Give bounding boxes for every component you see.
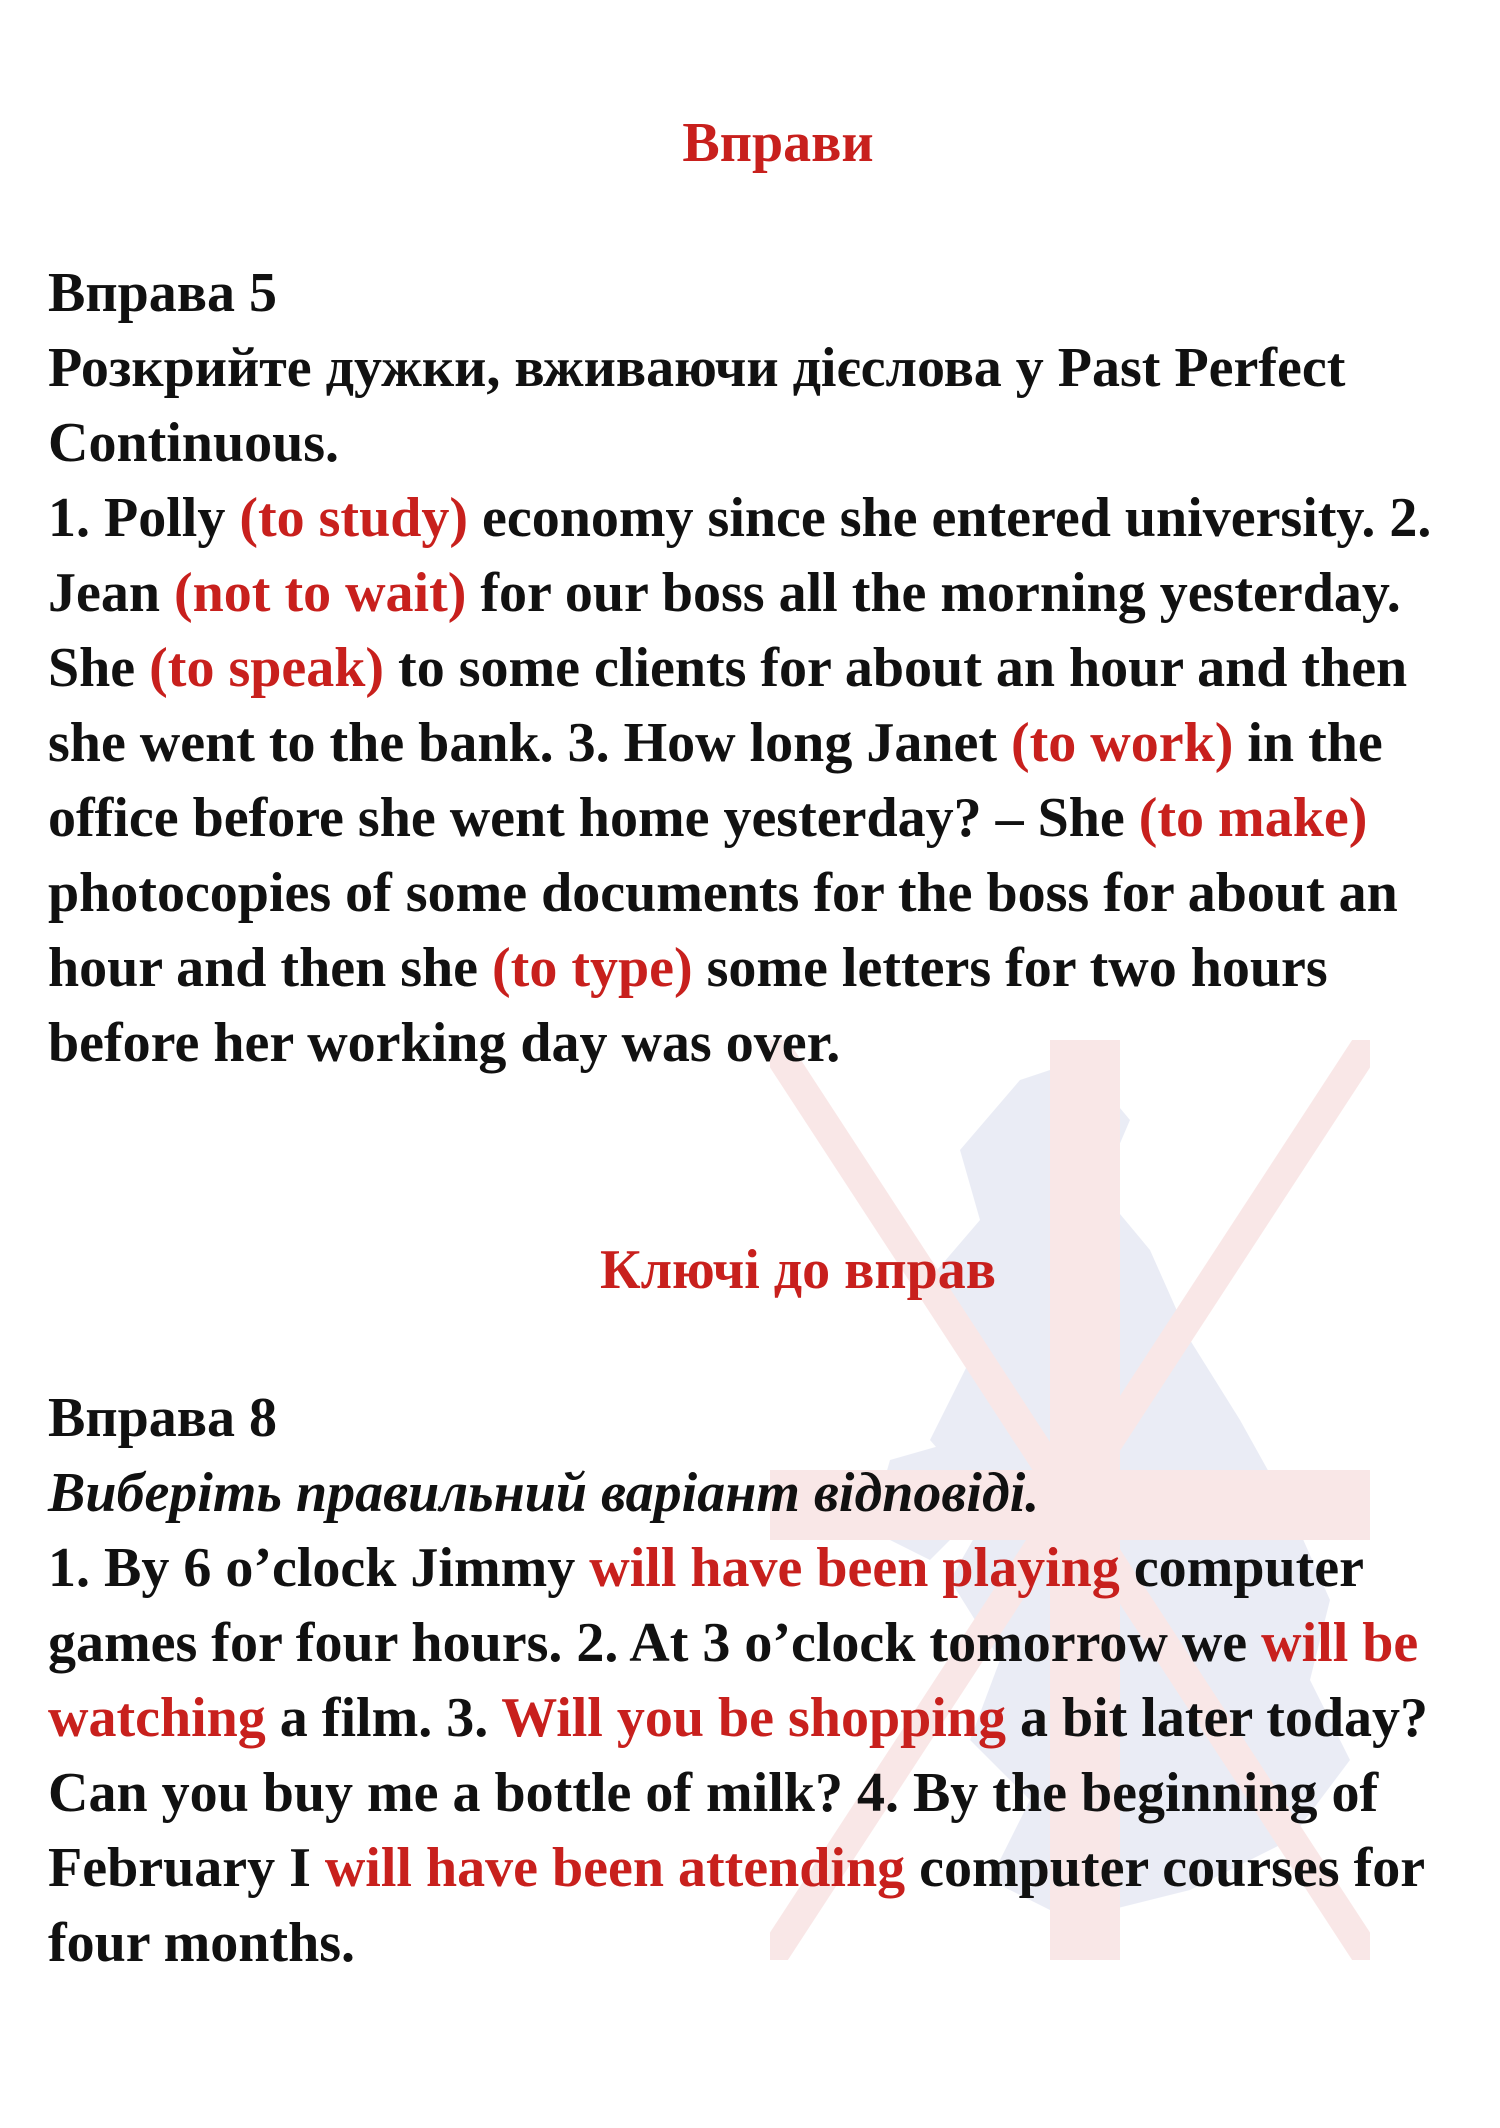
highlighted-answer: (to study) (239, 487, 469, 549)
text-run: some letters for two hours before her working day was over. (48, 937, 1328, 1074)
exercise-5-text (48, 481, 1468, 1081)
highlighted-answer: (to type) (492, 937, 693, 999)
exercises-heading: Вправи (682, 112, 874, 174)
highlighted-answer: will have been playing (589, 1537, 1120, 1599)
exercise-8-title: Вправа 8 (48, 1387, 278, 1449)
exercise-8-instruction: Виберіть правильний варіант відповіді. (48, 1462, 1040, 1524)
exercise-8-text (48, 1531, 1468, 1981)
text-run: for our boss all the morning yesterday. She (48, 562, 1401, 699)
highlighted-answer: (to make) (1138, 787, 1368, 849)
exercise-5-block (48, 256, 1468, 1081)
highlighted-answer: Will you be shopping (501, 1687, 1006, 1749)
exercise-8-block (48, 1381, 1468, 1981)
text-run: photocopies of some documents for the boss for about an hour and then she (48, 862, 1398, 999)
text-run: 1. By 6 o’clock Jimmy (48, 1537, 590, 1599)
keys-heading: Ключі до вправ (599, 1239, 997, 1301)
text-run: to some clients for about an hour and then she went to the bank. 3. How long Janet (48, 637, 1408, 774)
text-run: a film. 3. (265, 1687, 502, 1749)
exercise-5-instruction: Розкрийте дужки, вживаючи дієслова у Past Perfect Continuous. (48, 337, 1346, 474)
text-run: a bit later today? Can you buy me a bottle of milk? 4. By the beginning of February I (48, 1687, 1429, 1899)
text-run: computer games for four hours. 2. At 3 o’clock tomorrow we (48, 1537, 1363, 1674)
highlighted-answer: will have been attending (324, 1837, 906, 1899)
highlighted-answer: (not to wait) (174, 562, 467, 624)
text-run: 1. Polly (48, 487, 240, 549)
text-run: computer courses for four months. (48, 1837, 1425, 1974)
exercise-5-title: Вправа 5 (48, 262, 278, 324)
text-run: in the office before she went home yesterday? – She (48, 712, 1383, 849)
highlighted-answer: will be watching (48, 1612, 1419, 1749)
text-run: economy since she entered university. 2. Jean (48, 487, 1432, 624)
highlighted-answer: (to speak) (149, 637, 385, 699)
highlighted-answer: (to work) (1010, 712, 1234, 774)
